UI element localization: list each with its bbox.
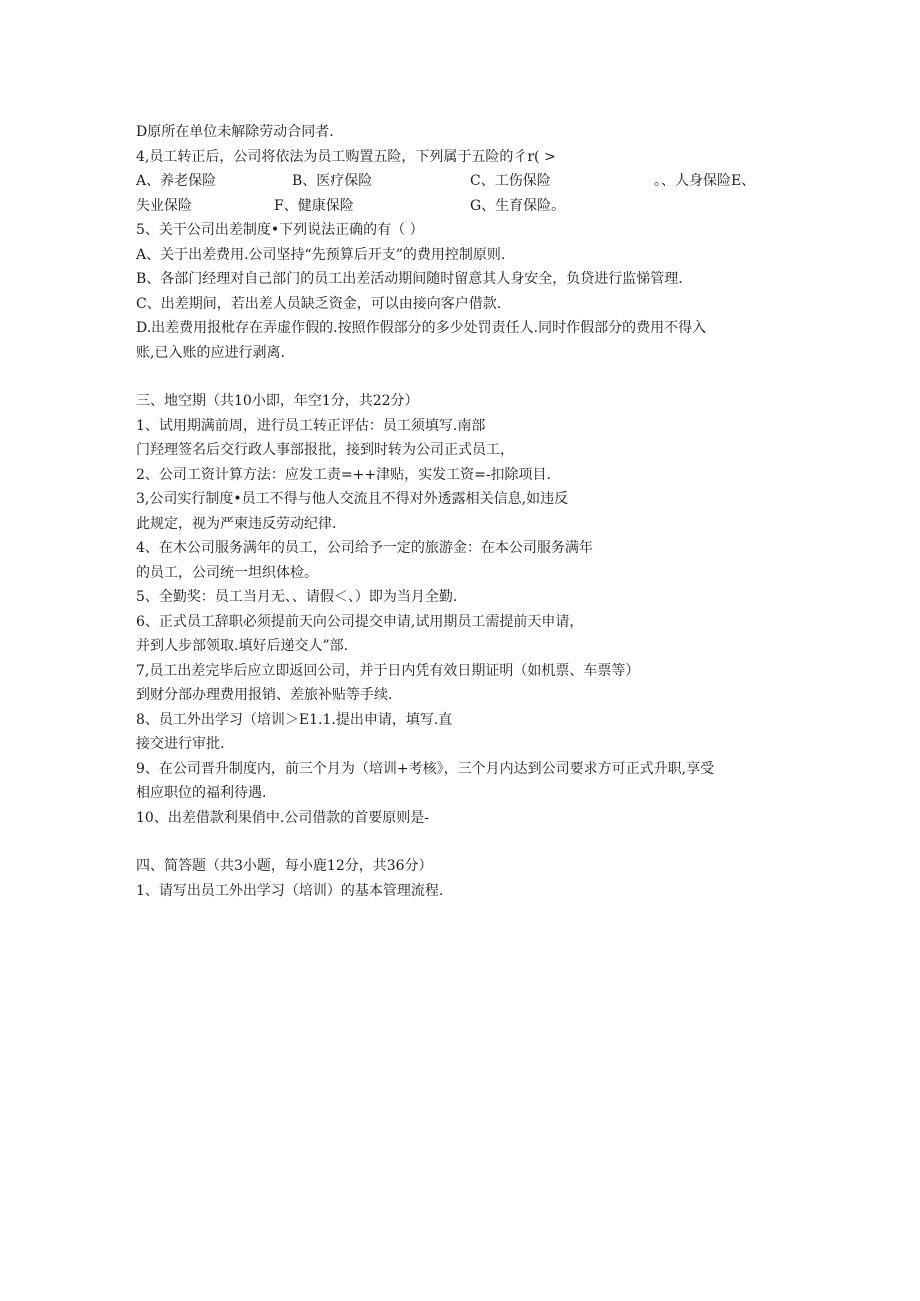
q4-options-row2 <box>136 194 796 219</box>
q4-option-b: B、医疗保险 <box>292 173 373 189</box>
q4-option-e-cont: 失业保险 <box>136 197 192 214</box>
q4-option-c: C、工伤保险 <box>470 173 551 189</box>
section3-line-17: 10、出差借款利果俏中.公司借款的首要原则是- <box>136 809 429 826</box>
section3-line-2: 门羟理签名后交行政人事部报批，接到时转为公司正式员工， <box>136 442 514 458</box>
document-page <box>136 120 796 903</box>
section3-line-1: 1、试用期满前周，进行员工转正评估：员工须填写.南部 <box>136 417 486 434</box>
q4-option-a: A、养老保险 <box>136 173 217 189</box>
q4-option-d-e: 。、人身保险E、 <box>654 173 756 189</box>
section-gap <box>136 830 796 854</box>
q3-option-d: D原所在单位未解除劳动合同者. <box>136 124 334 140</box>
q4-stem: 4,员工转正后，公司将依法为员工购置五险，下列属于五险的彳r( > <box>136 148 556 165</box>
section3-line-4: 3,公司实行制度•员工不得与他人交流且不得对外透露相关信息,如违反 <box>136 491 569 507</box>
section3-line-9: 6、正式员工辞职必须提前天向公司提交申请,试用期员工需提前天申请， <box>136 613 584 630</box>
q5-option-a: A、关于出差费用.公司坚持“先预算后开支”的费用控制原则. <box>136 246 506 263</box>
section4-line-1: 1、请写出员工外出学习（培训）的基本管理流程. <box>136 882 444 899</box>
section3-line-6: 4、在木公司服务满年的员工，公司给予一定的旅游金：在本公司服务满年 <box>136 540 593 556</box>
section3-line-16: 相应职位的福利待遇. <box>136 785 267 801</box>
section3-line-10: 并到人步部领取.填好后递交人”部. <box>136 638 349 654</box>
q5-stem: 5、关干公司出差制度•下列说法正确的有（ ） <box>136 222 424 238</box>
section3-heading: 三、地空期（共10小即，年空1分，共22分） <box>136 393 419 409</box>
q4-option-f: F、健康保险 <box>274 197 354 214</box>
section3-line-8: 5、全勤奖：员工当月无、、请假＜、）即为当月全勤. <box>136 589 458 605</box>
q4-option-g: G、生育保险。 <box>470 197 566 214</box>
section4-heading: 四、简答题（共3小题，每小鹿12分，共36分） <box>136 858 433 874</box>
q5-option-b: B、各部门经理对自己部门的员工出差活动期间随时留意其人身安全，负贷进行监悌管理. <box>136 271 683 287</box>
q5-option-c: C、出差期间，若出差人员缺乏资金，可以由接向客户借款. <box>136 295 502 312</box>
section3-line-7: 的员工，公司统一坦织体检。 <box>136 564 318 581</box>
section3-line-14: 接交进行审批. <box>136 736 225 752</box>
section3-line-12: 到财分部办理费用报销、差旅补贴等手续. <box>136 687 393 703</box>
q4-options-row1 <box>136 169 796 194</box>
section3-line-15: 9、在公司晋升制度内，前三个月为（培训+考核》，三个月内达到公司要求方可正式升职,享受 <box>136 760 715 777</box>
section3-line-13: 8、员工外出学习（培训＞E1.1.提出申请，填写.直 <box>136 711 453 728</box>
q5-option-d-line1: D.出差费用报枇存在弄虚作假的.按照作假部分的多少处罚责任人.同时作假部分的费用不得入 <box>136 320 707 336</box>
section3-line-11: 7,员工出差完毕后应立即返回公司，并于日内凭有效日期证明（如机票、车票等） <box>136 662 640 679</box>
section3-line-5: 此规定，视为严柬违反劳动纪律. <box>136 515 337 532</box>
section3-line-3: 2、公司工资计算方法：应发工责=++津贴，实发工资=-扣除项目. <box>136 466 552 483</box>
q5-option-d-line2: 账,已入账的应进行剥离. <box>136 344 285 361</box>
section-gap <box>136 365 796 389</box>
